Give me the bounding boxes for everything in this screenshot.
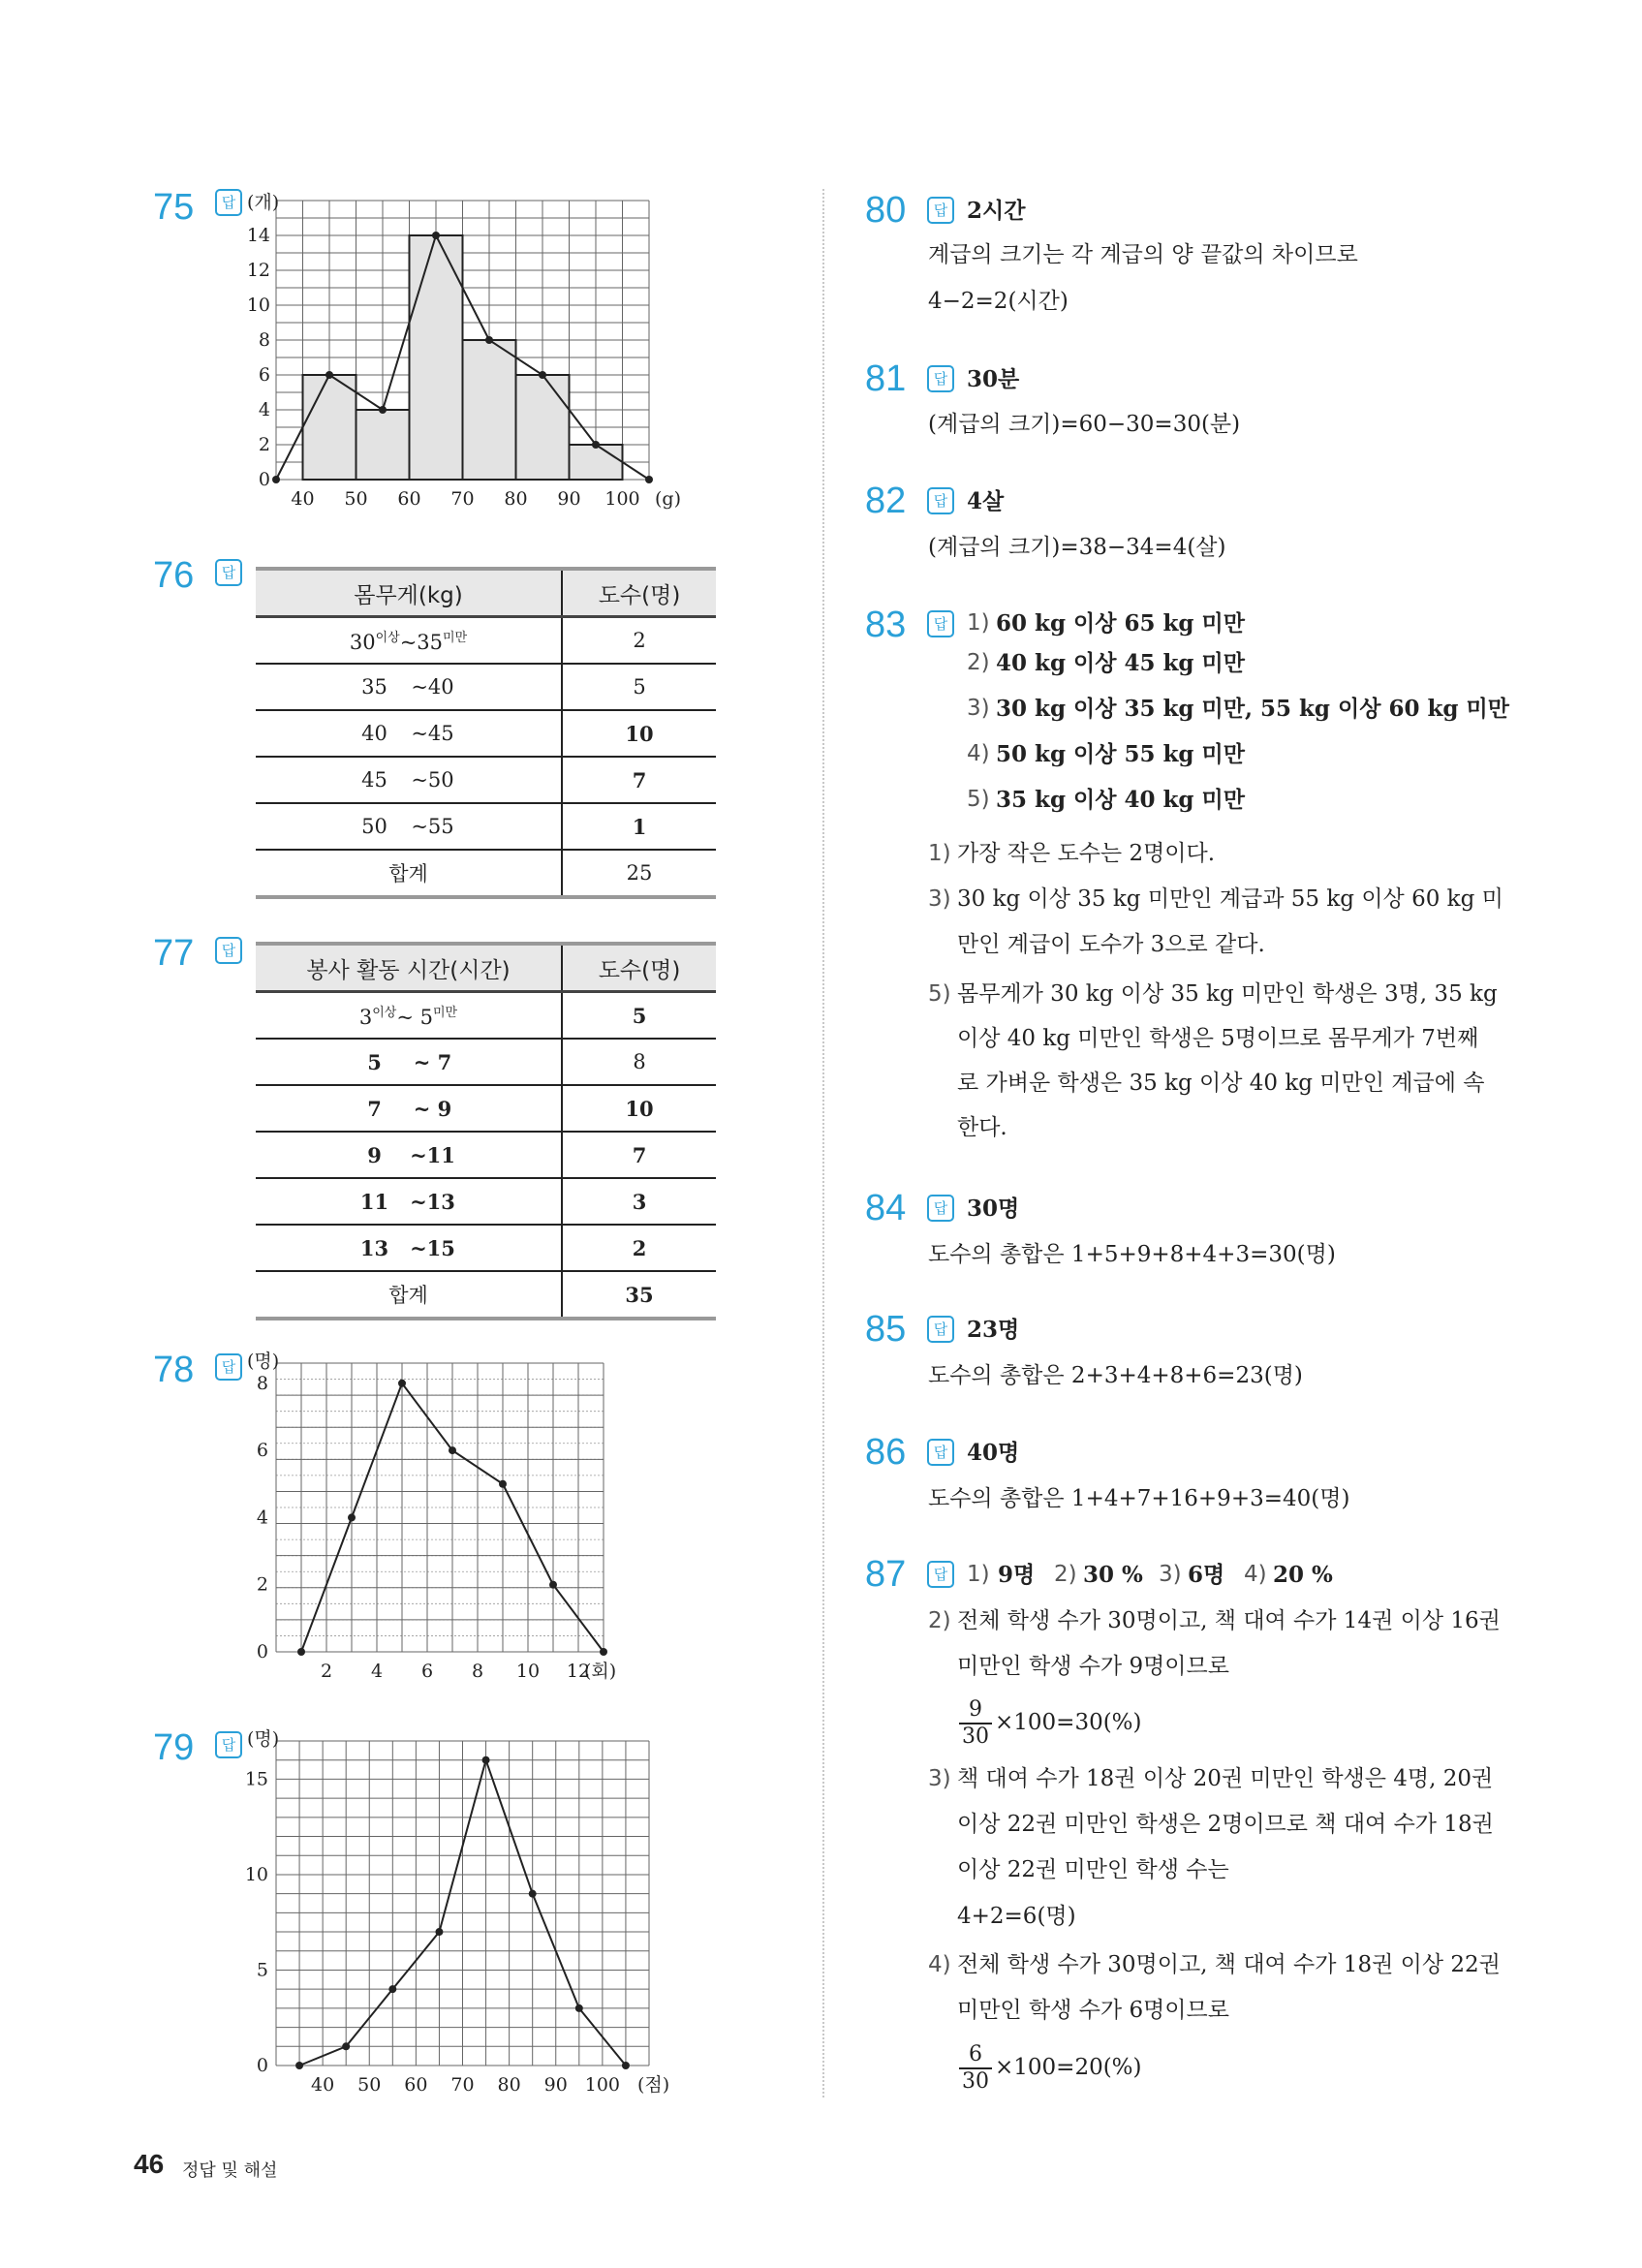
x-tick-label: 50 xyxy=(344,488,368,510)
frequency-cell: 2 xyxy=(562,1225,716,1271)
explanation-83-1-num: 1) xyxy=(928,841,951,866)
frequency-cell: 7 xyxy=(562,1132,716,1178)
answer-87-3: 6명 xyxy=(1188,1562,1225,1588)
x-tick-label: 4 xyxy=(370,1661,384,1682)
answer-badge: 답 xyxy=(927,1439,954,1466)
table-row xyxy=(256,992,716,1040)
answer-84: 30명 xyxy=(967,1196,1020,1222)
polygon-point xyxy=(539,371,546,379)
class-lower: 35 xyxy=(361,675,387,699)
x-tick-label: 90 xyxy=(557,488,581,510)
class-lower-suffix: 이상 xyxy=(375,631,400,645)
table-header: 몸무게(kg) xyxy=(256,569,562,617)
fraction-87-2 xyxy=(959,1697,992,1750)
y-tick-label: 6 xyxy=(258,364,270,386)
chart-78-line xyxy=(247,1351,617,1686)
chart-75-histogram xyxy=(246,189,681,523)
polygon-point xyxy=(529,1890,537,1898)
explanation-87-4-num: 4) xyxy=(928,1952,951,1977)
table-row xyxy=(256,1039,716,1085)
answer-82: 4살 xyxy=(967,488,1005,514)
answer-badge: 답 xyxy=(927,365,954,392)
class-upper: ~40 xyxy=(411,675,454,699)
explanation-81: (계급의 크기)=60−30=30(분) xyxy=(928,412,1241,437)
table-row xyxy=(256,1178,716,1225)
answer-86: 40명 xyxy=(967,1440,1020,1466)
y-tick-label: 6 xyxy=(256,1440,268,1462)
y-tick-label: 15 xyxy=(244,1768,268,1790)
x-axis-label: (점) xyxy=(637,2074,670,2096)
table-header: 도수(명) xyxy=(562,944,716,992)
explanation-83-1-line1: 가장 작은 도수는 2명이다. xyxy=(957,841,1216,866)
class-upper: ~15 xyxy=(410,1235,455,1260)
answer-badge: 답 xyxy=(215,1353,242,1381)
problem-number-83: 83 xyxy=(865,605,907,645)
polygon-point xyxy=(482,1756,490,1764)
answer-87-2-num: 2) xyxy=(1054,1562,1077,1587)
answer-87-2: 30 % xyxy=(1083,1562,1143,1588)
fraction-denominator: 30 xyxy=(962,2069,989,2094)
table-row xyxy=(256,617,716,665)
frequency-cell: 7 xyxy=(562,757,716,803)
explanation-87-3-line1: 책 대여 수가 18권 이상 20권 미만인 학생은 4명, 20권 xyxy=(957,1766,1494,1791)
polygon-point xyxy=(348,1513,356,1521)
y-axis-label: (명) xyxy=(247,1351,280,1372)
explanation-83-5-line2: 이상 40 kg 미만인 학생은 5명이므로 몸무게가 7번째 xyxy=(957,1026,1479,1051)
answer-81: 30분 xyxy=(967,366,1020,392)
answer-83-1-num: 1) xyxy=(967,610,990,636)
polygon-point xyxy=(379,406,387,414)
class-lower-suffix: 이상 xyxy=(372,1006,397,1020)
polygon-point xyxy=(432,232,440,239)
class-lower: 45 xyxy=(361,768,387,792)
problem-number-78: 78 xyxy=(153,1350,195,1390)
explanation-82: (계급의 크기)=38−34=4(살) xyxy=(928,535,1226,560)
table-76-frequency xyxy=(256,567,716,899)
explanation-87-4-line2: 미만인 학생 수가 6명이므로 xyxy=(957,1998,1229,2023)
class-lower: 40 xyxy=(361,722,387,745)
problem-number-81: 81 xyxy=(865,358,907,399)
polygon-point xyxy=(398,1380,406,1387)
class-lower: 5 xyxy=(367,1049,382,1074)
x-tick-label: 80 xyxy=(504,488,528,510)
table-row xyxy=(256,664,716,710)
class-upper: ~ 5 xyxy=(396,1006,433,1029)
total-value: 35 xyxy=(562,1271,716,1319)
explanation-87-2-num: 2) xyxy=(928,1608,951,1633)
x-tick-label: 60 xyxy=(397,488,421,510)
explanation-80-line1: 계급의 크기는 각 계급의 양 끝값의 차이므로 xyxy=(928,242,1358,267)
explanation-87-3-line2: 이상 22권 미만인 학생은 2명이므로 책 대여 수가 18권 xyxy=(957,1812,1494,1837)
explanation-83-3-num: 3) xyxy=(928,886,951,912)
explanation-87-2-line1: 전체 학생 수가 30명이고, 책 대여 수가 14권 이상 16권 xyxy=(957,1608,1501,1633)
explanation-87-3-line4: 4+2=6(명) xyxy=(957,1904,1076,1929)
class-lower: 9 xyxy=(367,1142,382,1167)
histogram-bar xyxy=(570,445,623,480)
y-tick-label: 8 xyxy=(256,1372,268,1394)
problem-number-84: 84 xyxy=(865,1188,907,1228)
problem-number-76: 76 xyxy=(153,555,195,596)
polygon-point xyxy=(435,1928,443,1936)
explanation-87-2-line2: 미만인 학생 수가 9명이므로 xyxy=(957,1654,1229,1679)
class-upper: ~45 xyxy=(411,722,454,745)
class-lower: 3 xyxy=(358,1006,373,1029)
x-tick-label: 100 xyxy=(604,488,640,510)
x-tick-label: 6 xyxy=(420,1661,434,1682)
polygon-point xyxy=(325,371,333,379)
polygon-point xyxy=(485,336,493,344)
table-row xyxy=(256,1225,716,1271)
polygon-point xyxy=(549,1581,557,1589)
chart-79-line xyxy=(244,1728,670,2102)
class-upper: ~35 xyxy=(399,631,444,654)
answer-83-5: 35 kg 이상 40 kg 미만 xyxy=(996,787,1245,813)
frequency-cell: 5 xyxy=(562,992,716,1040)
explanation-83-3-line2: 만인 계급이 도수가 3으로 같다. xyxy=(957,932,1265,957)
fraction-denominator: 30 xyxy=(962,1724,989,1749)
explanation-80-line2: 4−2=2(시간) xyxy=(928,289,1069,314)
polygon-point xyxy=(575,2004,583,2012)
histogram-bar xyxy=(463,340,516,480)
problem-number-85: 85 xyxy=(865,1309,907,1350)
page-number: 46 xyxy=(134,2149,165,2179)
histogram-bar xyxy=(516,375,570,480)
table-row xyxy=(256,803,716,850)
answer-83-4-num: 4) xyxy=(967,741,990,766)
explanation-83-5-line3: 로 가벼운 학생은 35 kg 이상 40 kg 미만인 계급에 속 xyxy=(957,1071,1485,1096)
y-tick-label: 0 xyxy=(258,469,270,490)
problem-number-77: 77 xyxy=(153,933,195,974)
polygon-point xyxy=(622,2062,630,2069)
problem-number-79: 79 xyxy=(153,1727,195,1768)
y-axis-label: (명) xyxy=(247,1728,280,1750)
problem-number-80: 80 xyxy=(865,190,907,231)
x-axis-label: (회) xyxy=(584,1661,617,1682)
answer-badge: 답 xyxy=(927,1316,954,1343)
table-header: 봉사 활동 시간(시간) xyxy=(256,944,562,992)
table-header: 도수(명) xyxy=(562,569,716,617)
y-tick-label: 5 xyxy=(256,1959,268,1981)
polygon-point xyxy=(592,441,600,449)
explanation-83-5-line1: 몸무게가 30 kg 이상 35 kg 미만인 학생은 3명, 35 kg xyxy=(957,981,1498,1007)
class-upper: ~ 9 xyxy=(413,1096,452,1121)
polygon-point xyxy=(388,1985,396,1993)
class-lower: 13 xyxy=(359,1235,389,1260)
frequency-cell: 10 xyxy=(562,710,716,757)
polygon-point xyxy=(297,1648,305,1656)
answer-83-5-num: 5) xyxy=(967,787,990,812)
x-tick-label: 10 xyxy=(515,1661,541,1682)
table-row xyxy=(256,1132,716,1178)
answer-83-2: 40 kg 이상 45 kg 미만 xyxy=(996,650,1245,676)
answer-badge: 답 xyxy=(927,1561,954,1588)
x-tick-label: 2 xyxy=(320,1661,333,1682)
problem-number-75: 75 xyxy=(153,187,195,228)
explanation-87-4-line1: 전체 학생 수가 30명이고, 책 대여 수가 18권 이상 22권 xyxy=(957,1952,1501,1977)
class-upper: ~50 xyxy=(411,768,454,792)
y-tick-label: 0 xyxy=(256,2055,268,2076)
explanation-84: 도수의 총합은 1+5+9+8+4+3=30(명) xyxy=(928,1242,1336,1267)
y-tick-label: 2 xyxy=(256,1573,268,1596)
y-tick-label: 8 xyxy=(258,329,270,351)
x-tick-label: 40 xyxy=(291,488,315,510)
y-tick-label: 12 xyxy=(246,260,270,281)
x-tick-label: 70 xyxy=(450,2074,475,2096)
class-upper-suffix: 미만 xyxy=(443,631,468,645)
x-tick-label: 70 xyxy=(450,488,475,510)
class-upper: ~ 7 xyxy=(413,1049,452,1074)
problem-number-87: 87 xyxy=(865,1554,907,1595)
fraction-87-4 xyxy=(959,2042,992,2095)
y-tick-label: 10 xyxy=(246,295,270,316)
answer-87-4-num: 4) xyxy=(1244,1562,1267,1587)
x-tick-label: 80 xyxy=(497,2074,521,2096)
answer-85: 23명 xyxy=(967,1317,1020,1343)
explanation-85: 도수의 총합은 2+3+4+8+6=23(명) xyxy=(928,1363,1303,1388)
y-tick-label: 2 xyxy=(258,434,270,455)
answer-87-4: 20 % xyxy=(1273,1562,1333,1588)
class-upper: ~13 xyxy=(410,1189,455,1214)
class-lower: 7 xyxy=(367,1096,382,1121)
explanation-87-3-num: 3) xyxy=(928,1766,951,1791)
answer-83-3-num: 3) xyxy=(967,696,990,721)
answer-badge: 답 xyxy=(215,189,242,216)
y-tick-label: 4 xyxy=(258,399,270,420)
explanation-83-5-line4: 한다. xyxy=(957,1115,1007,1140)
polygon-point xyxy=(600,1648,607,1656)
polygon-point xyxy=(295,2062,303,2069)
answer-83-1: 60 kg 이상 65 kg 미만 xyxy=(996,610,1245,637)
footer-title: 정답 및 해설 xyxy=(182,2160,278,2181)
class-upper-suffix: 미만 xyxy=(433,1006,458,1020)
y-tick-label: 14 xyxy=(246,225,270,246)
answer-83-3: 30 kg 이상 35 kg 미만, 55 kg 이상 60 kg 미만 xyxy=(996,696,1509,722)
frequency-cell: 1 xyxy=(562,803,716,850)
x-tick-label: 40 xyxy=(311,2074,335,2096)
class-lower: 50 xyxy=(361,815,387,838)
answer-87-1: 9명 xyxy=(998,1562,1036,1588)
x-tick-label: 100 xyxy=(584,2074,621,2096)
frequency-cell: 8 xyxy=(562,1039,716,1085)
polygon-point xyxy=(449,1446,456,1454)
total-label: 합계 xyxy=(256,1271,562,1319)
fraction-87-4-rest: ×100=20(%) xyxy=(995,2055,1142,2080)
frequency-cell: 10 xyxy=(562,1085,716,1132)
fraction-87-2-rest: ×100=30(%) xyxy=(995,1710,1142,1735)
frequency-cell: 2 xyxy=(562,617,716,665)
answer-badge: 답 xyxy=(927,1195,954,1222)
problem-number-82: 82 xyxy=(865,481,907,521)
answer-83-4: 50 kg 이상 55 kg 미만 xyxy=(996,741,1245,767)
class-lower: 11 xyxy=(359,1189,389,1214)
histogram-bar xyxy=(303,375,356,480)
table-row xyxy=(256,710,716,757)
class-upper: ~55 xyxy=(411,815,454,838)
table-row-total xyxy=(256,850,716,897)
table-row xyxy=(256,757,716,803)
frequency-cell: 3 xyxy=(562,1178,716,1225)
x-tick-label: 90 xyxy=(543,2074,568,2096)
polygon-point xyxy=(342,2042,350,2050)
y-axis-label: (개) xyxy=(247,192,280,213)
frequency-cell: 5 xyxy=(562,664,716,710)
polygon-point xyxy=(645,476,653,483)
table-row-total xyxy=(256,1271,716,1319)
answer-badge: 답 xyxy=(927,487,954,514)
explanation-86: 도수의 총합은 1+4+7+16+9+3=40(명) xyxy=(928,1486,1350,1511)
histogram-bar xyxy=(356,410,410,480)
class-lower: 30 xyxy=(349,631,376,654)
table-row xyxy=(256,1085,716,1132)
y-tick-label: 0 xyxy=(256,1641,268,1662)
polygon-point xyxy=(272,476,280,483)
explanation-87-3-line3: 이상 22권 미만인 학생 수는 xyxy=(957,1857,1229,1882)
table-77-frequency xyxy=(256,942,716,1320)
fraction-numerator: 6 xyxy=(959,2042,992,2069)
polygon-point xyxy=(499,1480,507,1488)
answer-87-3-num: 3) xyxy=(1159,1562,1182,1587)
fraction-numerator: 9 xyxy=(959,1697,992,1724)
answer-badge: 답 xyxy=(927,197,954,224)
x-tick-label: 12 xyxy=(566,1661,591,1682)
answer-87-1-num: 1) xyxy=(967,1562,990,1587)
class-upper: ~11 xyxy=(410,1142,455,1167)
answer-badge: 답 xyxy=(215,937,242,964)
y-tick-label: 4 xyxy=(256,1507,268,1529)
answer-badge: 답 xyxy=(927,610,954,637)
answer-83-2-num: 2) xyxy=(967,650,990,675)
x-tick-label: 50 xyxy=(357,2074,382,2096)
explanation-83-3-line1: 30 kg 이상 35 kg 미만인 계급과 55 kg 이상 60 kg 미 xyxy=(957,886,1503,912)
answer-80: 2시간 xyxy=(967,198,1026,224)
x-tick-label: 8 xyxy=(471,1661,484,1682)
column-divider xyxy=(822,189,824,2097)
y-tick-label: 10 xyxy=(244,1863,268,1885)
answer-badge: 답 xyxy=(215,559,242,586)
x-axis-label: (g) xyxy=(655,488,681,510)
answer-badge: 답 xyxy=(215,1731,242,1758)
total-label: 합계 xyxy=(256,850,562,897)
x-tick-label: 60 xyxy=(404,2074,428,2096)
problem-number-86: 86 xyxy=(865,1432,907,1473)
total-value: 25 xyxy=(562,850,716,897)
explanation-83-5-num: 5) xyxy=(928,981,951,1007)
